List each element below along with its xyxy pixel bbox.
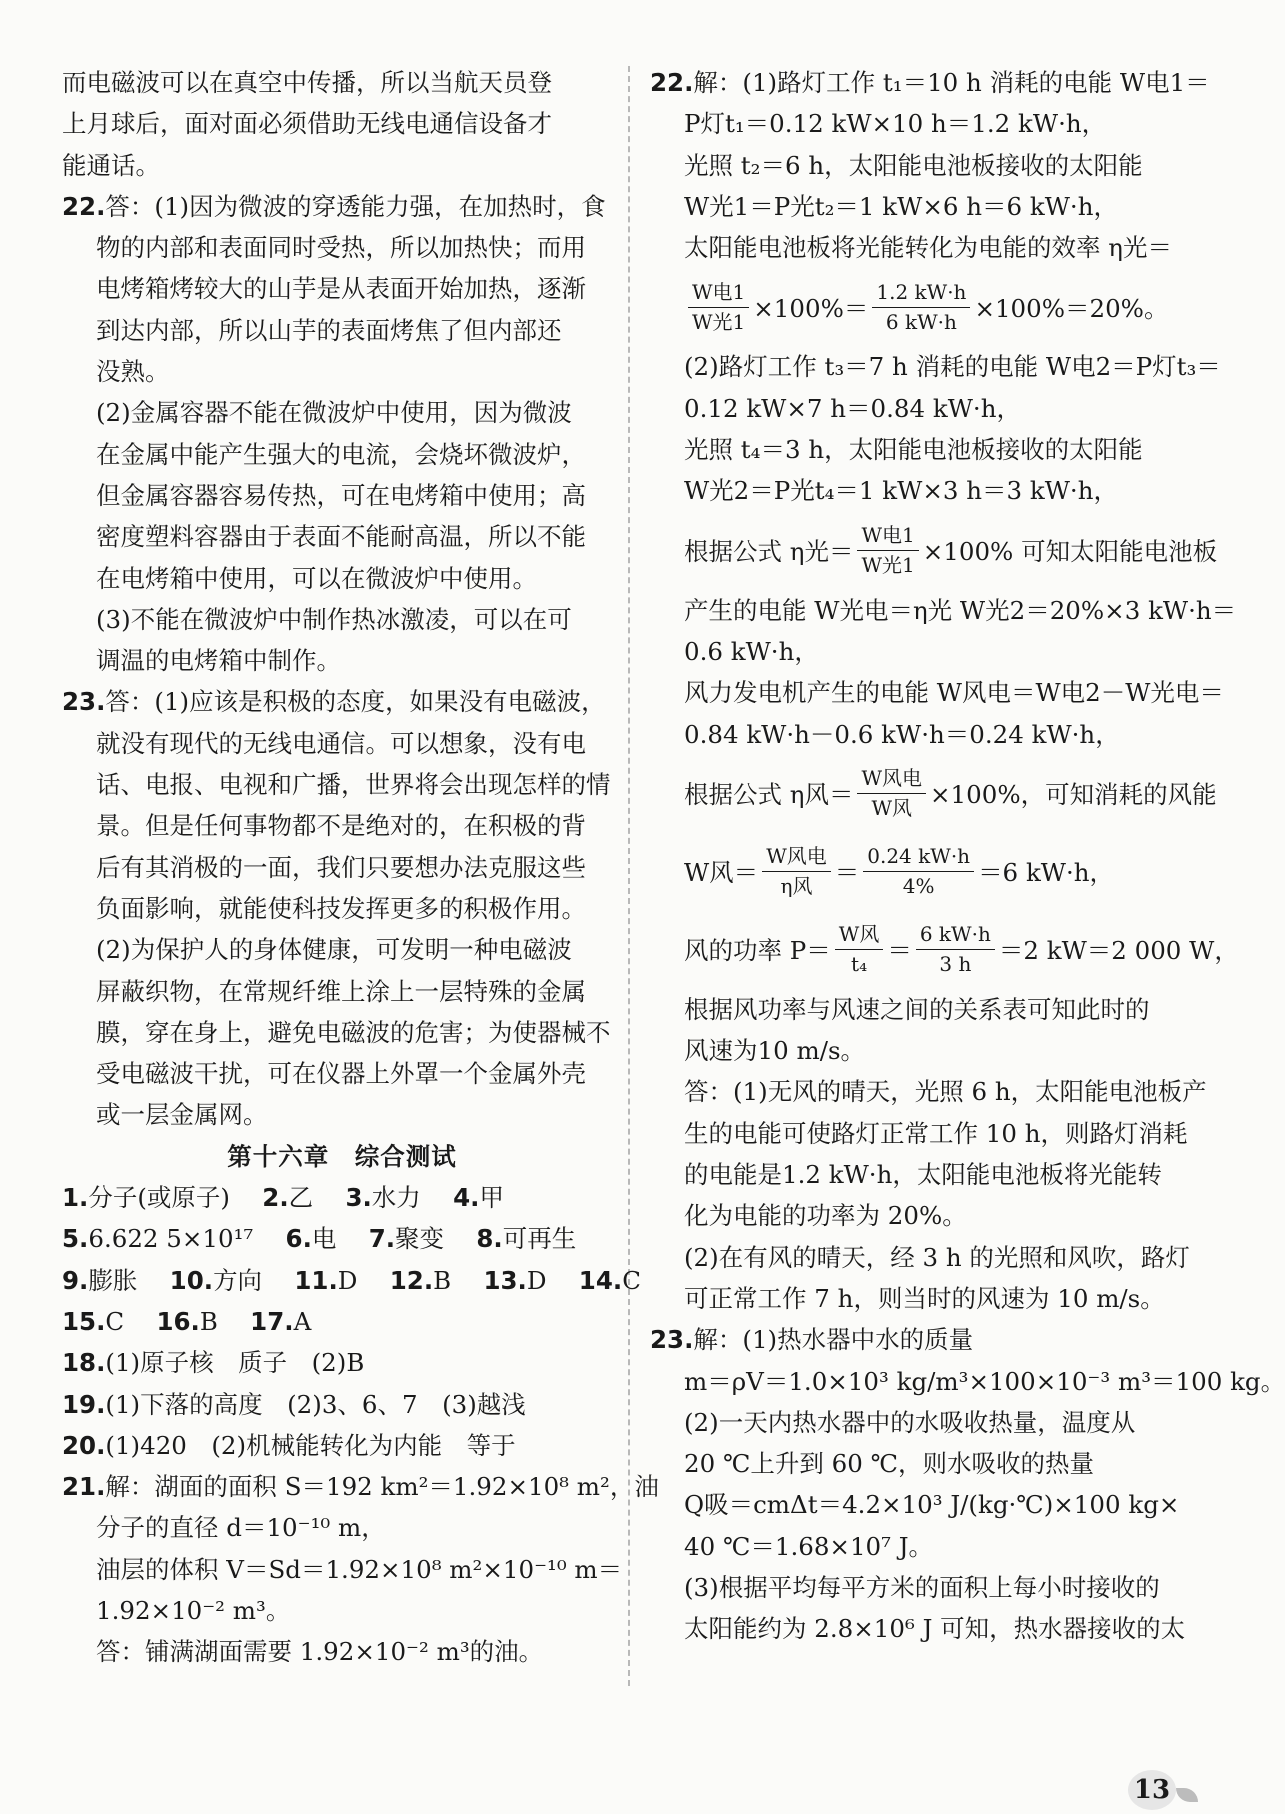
text-line: 但金属容器容易传热，可在电烤箱中使用；高 [96, 480, 586, 510]
text-line: 后有其消极的一面，我们只要想办法克服这些 [96, 852, 586, 882]
text-line: 调温的电烤箱中制作。 [96, 646, 341, 676]
text-line: (2)路灯工作 t₃＝7 h 消耗的电能 W电2＝P灯t₃＝ [684, 352, 1221, 382]
text-line: 而电磁波可以在真空中传播，所以当航天员登 [62, 68, 552, 97]
text-line: 膜，穿在身上，避免电磁波的危害；为使器械不 [96, 1017, 611, 1047]
text-line: 光照 t₂＝6 h，太阳能电池板接收的太阳能 [684, 150, 1143, 180]
text-line: 上月球后，面对面必须借助无线电通信设备才 [62, 109, 552, 139]
text-line: 产生的电能 W光电＝η光 W光2＝20%×3 kW·h＝ [684, 595, 1237, 625]
formula-eta-light: 根据公式 η光＝ $\frac{\text{W电1}}{\text{W光1}}$ ×100% 可知太阳能电池板 [684, 523, 1218, 578]
text-line: 在电烤箱中使用，可以在微波炉中使用。 [96, 563, 537, 593]
formula-wind-power: 风的功率 P＝ $\frac{\text{W风}}{\text{t₄}}$ ＝ $\frac{6 kW\cdot h}{3 h}$ ＝2 kW＝2 000 W， [684, 922, 1239, 977]
text-line: 20 ℃上升到 60 ℃，则水吸收的热量 [684, 1449, 1095, 1479]
fraction: $\frac{6 kW\cdot h}{3 h}$ [916, 922, 995, 977]
question-22-line: 22.答：(1)因为微波的穿透能力强，在加热时，食 [62, 191, 606, 221]
question-number: 23. [62, 687, 106, 717]
text-line: 光照 t₄＝3 h，太阳能电池板接收的太阳能 [684, 435, 1143, 465]
answer-21: 21.解：湖面的面积 S＝192 km²＝1.92×10⁸ m²，油 [62, 1472, 659, 1502]
fraction: $\frac{\text{W电1}}{\text{W光1}}$ [688, 280, 749, 335]
text-line: 0.6 kW·h， [684, 636, 819, 666]
text-line: 物的内部和表面同时受热，所以加热快；而用 [96, 233, 586, 263]
text-line: W光2＝P光t₄＝1 kW×3 h＝3 kW·h， [684, 476, 1118, 506]
text-line: 40 ℃＝1.68×10⁷ J。 [684, 1531, 934, 1561]
text-line: 可正常工作 7 h，则当时的风速为 10 m/s。 [684, 1283, 1165, 1313]
text-line: 风速为10 m/s。 [684, 1036, 866, 1066]
answer-19: 19.(1)下落的高度 (2)3、6、7 (3)越浅 [62, 1389, 526, 1419]
text-line: 0.12 kW×7 h＝0.84 kW·h， [684, 393, 1021, 423]
text-line: 根据风功率与风速之间的关系表可知此时的 [684, 994, 1150, 1024]
text-line: 风力发电机产生的电能 W风电＝W电2－W光电＝ [684, 678, 1224, 708]
fraction: $\frac{\text{W电1}}{\text{W光1}}$ [857, 523, 918, 578]
text-line: (2)金属容器不能在微波炉中使用，因为微波 [96, 398, 572, 428]
text-line: 答：(1)无风的晴天，光照 6 h，太阳能电池板产 [684, 1077, 1207, 1107]
text-line: 屏蔽织物，在常规纤维上涂上一层特殊的金属 [96, 976, 586, 1006]
text-line: 受电磁波干扰，可在仪器上外罩一个金属外壳 [96, 1059, 586, 1089]
answer-row: 1.分子(或原子) 2.乙 3.水力 4.甲 [62, 1183, 504, 1213]
text-line: 分子的直径 d＝10⁻¹⁰ m， [96, 1513, 386, 1543]
page-number: 13 [1128, 1770, 1176, 1810]
fraction: $\frac{0.24 kW\cdot h}{4\%}$ [863, 844, 974, 899]
text-line: 就没有现代的无线电通信。可以想象，没有电 [96, 728, 586, 758]
column-divider [628, 66, 630, 1686]
fraction: $\frac{\text{W风电}}{\text{W风}}$ [857, 766, 926, 821]
fraction: $\frac{\text{W风}}{\text{t₄}}$ [835, 922, 884, 977]
text-line: 0.84 kW·h－0.6 kW·h＝0.24 kW·h， [684, 719, 1120, 749]
text-line: 化为电能的功率为 20%。 [684, 1201, 967, 1231]
text-line: 能通话。 [62, 150, 160, 180]
text-line: 到达内部，所以山芋的表面烤焦了但内部还 [96, 315, 562, 345]
formula-wind-energy: W风＝ $\frac{\text{W风电}}{\text{η风}}$ ＝ $\frac{0.24 kW\cdot h}{4\%}$ ＝6 kW·h， [684, 844, 1115, 899]
answer-18: 18.(1)原子核 质子 (2)B [62, 1348, 365, 1378]
text-line: 话、电报、电视和广播，世界将会出现怎样的情 [96, 770, 611, 800]
text-line: 太阳能电池板将光能转化为电能的效率 η光＝ [684, 233, 1172, 263]
answer-row: 5.6.622 5×10¹⁷ 6.电 7.聚变 8.可再生 [62, 1224, 577, 1254]
text-line: 答：铺满湖面需要 1.92×10⁻² m³的油。 [96, 1637, 544, 1667]
question-number: 22. [62, 191, 106, 221]
text-line: 太阳能约为 2.8×10⁶ J 可知，热水器接收的太 [684, 1614, 1186, 1644]
text-line: 没熟。 [96, 357, 170, 387]
chapter-title: 第十六章 综合测试 [227, 1141, 457, 1171]
answer-row: 9.膨胀 10.方向 11.D 12.B 13.D 14.C [62, 1265, 641, 1295]
question-23-solution: 23.解：(1)热水器中水的质量 [650, 1325, 974, 1355]
text-line: m＝ρV＝1.0×10³ kg/m³×100×10⁻³ m³＝100 kg。 [684, 1366, 1285, 1396]
formula-eta-wind: 根据公式 η风＝ $\frac{\text{W风电}}{\text{W风}}$ ×100%，可知消耗的风能 [684, 766, 1217, 821]
text-line: 在金属中能产生强大的电流，会烧坏微波炉， [96, 439, 586, 469]
question-22-solution: 22.解：(1)路灯工作 t₁＝10 h 消耗的电能 W电1＝ [650, 68, 1210, 97]
answer-20: 20.(1)420 (2)机械能转化为内能 等于 [62, 1430, 516, 1460]
question-23-line: 23.答：(1)应该是积极的态度，如果没有电磁波， [62, 687, 606, 717]
text-line: 或一层金属网。 [96, 1100, 268, 1130]
left-column [62, 62, 659, 1673]
fraction: $\frac{1.2 kW\cdot h}{6 kW\cdot h}$ [872, 280, 970, 335]
formula-efficiency: $\frac{\text{W电1}}{\text{W光1}}$ ×100%＝ $\frac{1.2 kW\cdot h}{6 kW\cdot h}$ ×100%＝20%。 [650, 268, 1195, 346]
text-line: 负面影响，就能使科技发挥更多的积极作用。 [96, 893, 586, 923]
text-line: (2)为保护人的身体健康，可发明一种电磁波 [96, 935, 572, 965]
fraction: $\frac{\text{W风电}}{\text{η风}}$ [762, 844, 831, 899]
text-line: 1.92×10⁻² m³。 [96, 1595, 291, 1625]
text-line: (2)在有风的晴天，经 3 h 的光照和风吹，路灯 [684, 1242, 1190, 1272]
text-line: 密度塑料容器由于表面不能耐高温，所以不能 [96, 522, 586, 552]
text-line: W光1＝P光t₂＝1 kW×6 h＝6 kW·h， [684, 191, 1118, 221]
text-line: (3)根据平均每平方米的面积上每小时接收的 [684, 1573, 1160, 1603]
answer-row: 15.C 16.B 17.A [62, 1306, 312, 1336]
text-line: 生的电能可使路灯正常工作 10 h，则路灯消耗 [684, 1118, 1188, 1148]
text-line: 的电能是1.2 kW·h，太阳能电池板将光能转 [684, 1160, 1162, 1190]
text-line: 电烤箱烤较大的山芋是从表面开始加热，逐渐 [96, 274, 586, 304]
text-line: (3)不能在微波炉中制作热冰激凌，可以在可 [96, 604, 572, 634]
text-line: P灯t₁＝0.12 kW×10 h＝1.2 kW·h， [684, 109, 1107, 139]
text-line: Q吸＝cmΔt＝4.2×10³ J/(kg·℃)×100 kg× [684, 1490, 1180, 1520]
leaf-icon [1176, 1788, 1198, 1802]
text-line: 油层的体积 V＝Sd＝1.92×10⁸ m²×10⁻¹⁰ m＝ [96, 1554, 623, 1584]
right-column [650, 62, 1285, 1650]
text-line: (2)一天内热水器中的水吸收热量，温度从 [684, 1407, 1136, 1437]
text-line: 景。但是任何事物都不是绝对的，在积极的背 [96, 811, 586, 841]
